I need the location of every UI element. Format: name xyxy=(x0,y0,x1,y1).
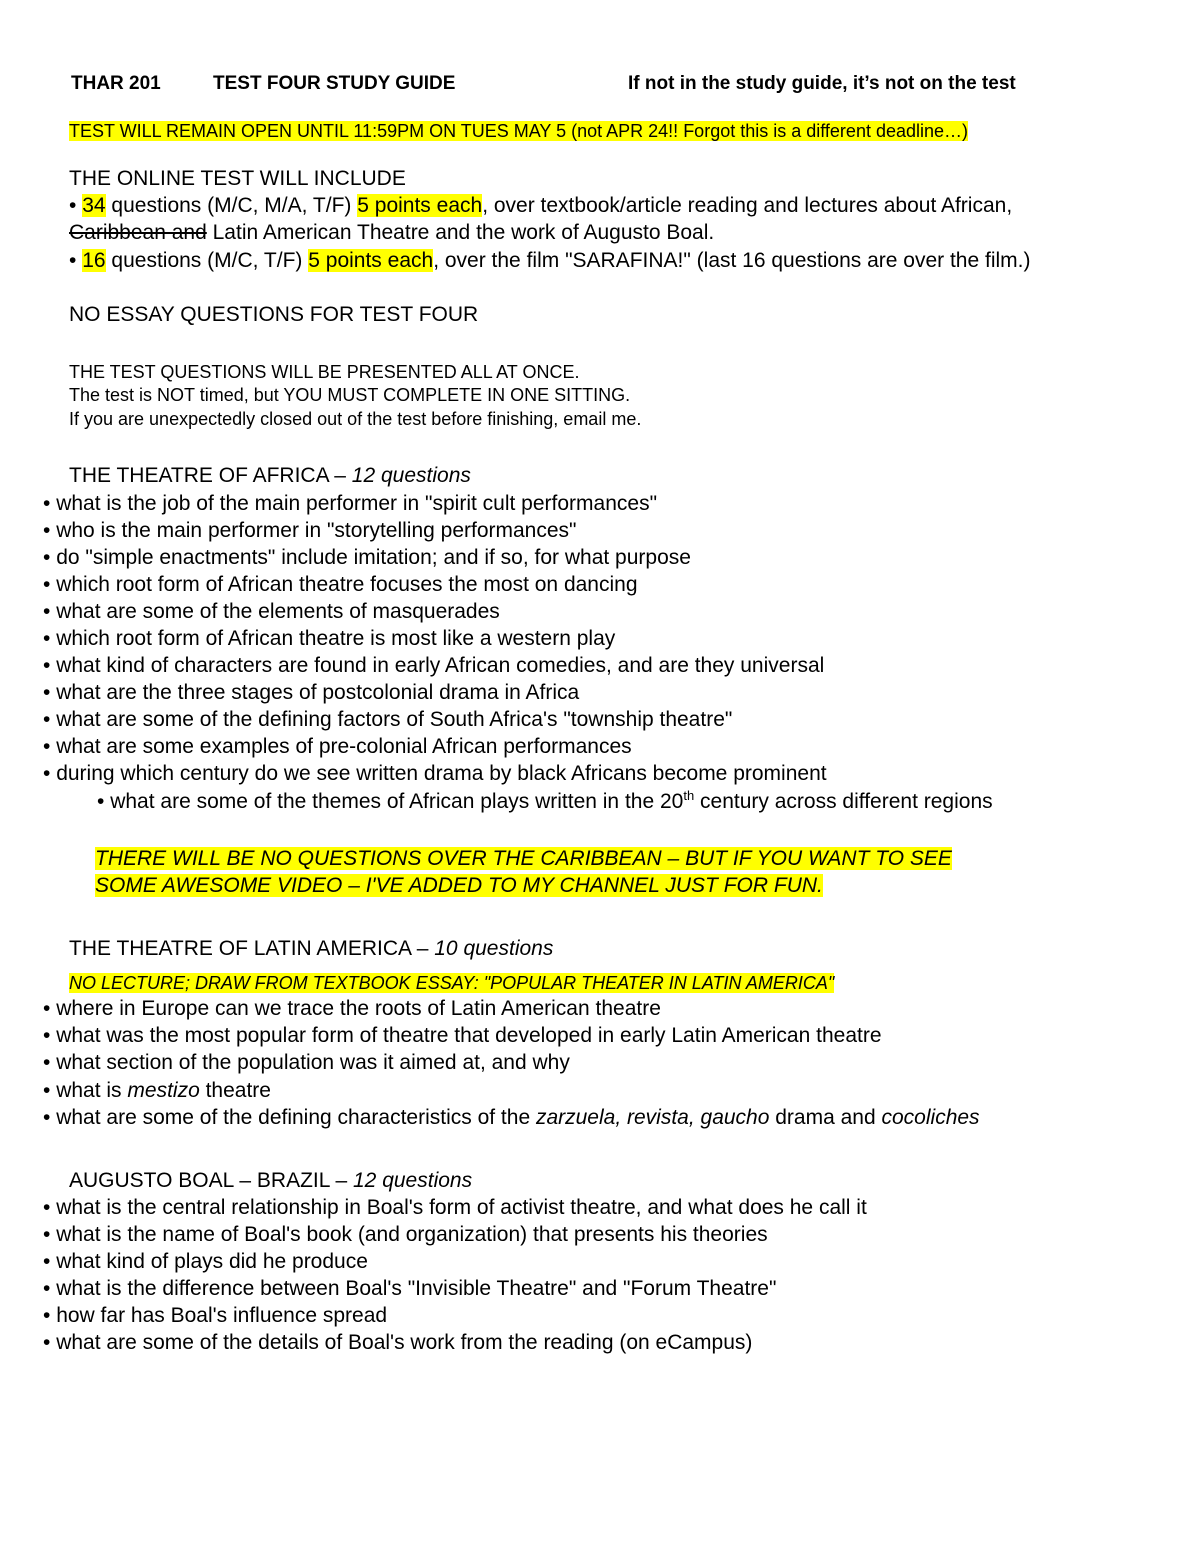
bullet: • xyxy=(43,997,51,1020)
bullet: • xyxy=(43,735,51,758)
bullet: • xyxy=(43,681,51,704)
bullet: • xyxy=(43,1196,51,1219)
list-item: • what is the difference between Boal's "Invisible Theatre" and "Forum Theatre" xyxy=(43,1277,777,1300)
question-count: 10 questions xyxy=(434,937,554,960)
caribbean-note-line-1: THERE WILL BE NO QUESTIONS OVER THE CARIBBEAN – BUT IF YOU WANT TO SEE xyxy=(95,847,952,870)
question-count: 16 xyxy=(82,249,106,272)
bullet: • xyxy=(43,1079,51,1102)
list-item: • how far has Boal's influence spread xyxy=(43,1304,388,1327)
bullet: • xyxy=(43,627,51,650)
bullet: • xyxy=(43,1051,51,1074)
list-item: • what section of the population was it aimed at, and why xyxy=(43,1051,570,1074)
item-description: Latin American Theatre and the work of Augusto Boal. xyxy=(212,221,715,244)
bullet: • xyxy=(43,1024,51,1047)
header-note: If not in the study guide, it’s not on the test xyxy=(628,73,1016,94)
deadline-highlight: TEST WILL REMAIN OPEN UNTIL 11:59PM ON TUES MAY 5 (not APR 24!! Forgot this is a different deadline…) xyxy=(69,121,969,141)
question-count: 12 questions xyxy=(351,464,471,487)
list-item: • what kind of plays did he produce xyxy=(43,1250,368,1273)
bullet: • xyxy=(43,708,51,731)
document-title: TEST FOUR STUDY GUIDE xyxy=(213,73,456,94)
question-types: questions (M/C, M/A, T/F) xyxy=(111,194,352,217)
bullet: • xyxy=(43,762,51,785)
bullet: • xyxy=(43,492,51,515)
bullet: • xyxy=(43,1250,51,1273)
list-item: • what are some of the elements of masquerades xyxy=(43,600,500,623)
list-item: • what are some of the details of Boal's work from the reading (on eCampus) xyxy=(43,1331,753,1354)
list-item: • what was the most popular form of theatre that developed in early Latin American theatre xyxy=(43,1024,882,1047)
test-item-2 xyxy=(69,248,1030,274)
course-code: THAR 201 xyxy=(71,73,161,94)
bullet: • xyxy=(69,194,77,217)
list-item: • do "simple enactments" include imitation; and if so, for what purpose xyxy=(43,546,691,569)
struck-text: Caribbean and xyxy=(69,221,207,244)
list-item: • what is the name of Boal's book (and organization) that presents his theories xyxy=(43,1223,768,1246)
list-item: • during which century do we see written drama by black Africans become prominent xyxy=(43,762,827,785)
list-item: • which root form of African theatre focuses the most on dancing xyxy=(43,573,638,596)
bullet: • xyxy=(43,546,51,569)
test-item-1-continued xyxy=(69,220,714,246)
test-item-1 xyxy=(69,193,1012,219)
section-title-latin-america: THE THEATRE OF LATIN AMERICA – 10 questions xyxy=(69,937,554,960)
list-item: • what kind of characters are found in early African comedies, and are they universal xyxy=(43,654,825,677)
bullet: • xyxy=(43,1106,51,1129)
list-item: • which root form of African theatre is most like a western play xyxy=(43,627,616,650)
bullet: • xyxy=(43,600,51,623)
online-test-heading: THE ONLINE TEST WILL INCLUDE xyxy=(69,167,406,190)
bullet: • xyxy=(43,573,51,596)
list-item: • what is the central relationship in Boal's form of activist theatre, and what does he call it xyxy=(43,1196,867,1219)
bullet: • xyxy=(69,249,77,272)
bullet: • xyxy=(43,654,51,677)
list-item: • who is the main performer in "storytelling performances" xyxy=(43,519,577,542)
points-each: 5 points each xyxy=(308,249,434,272)
list-item: • what is the job of the main performer in "spirit cult performances" xyxy=(43,492,658,515)
presentation-line-3: If you are unexpectedly closed out of the test before finishing, email me. xyxy=(69,409,642,429)
caribbean-note-line-2: SOME AWESOME VIDEO – I'VE ADDED TO MY CHANNEL JUST FOR FUN. xyxy=(95,874,823,897)
item-description: , over the film "SARAFINA!" (last 16 questions are over the film.) xyxy=(433,249,1031,272)
question-count: 12 questions xyxy=(353,1169,473,1192)
presentation-line-2: The test is NOT timed, but YOU MUST COMPLETE IN ONE SITTING. xyxy=(69,385,631,405)
presentation-line-1: THE TEST QUESTIONS WILL BE PRESENTED ALL AT ONCE. xyxy=(69,362,580,382)
item-description: , over textbook/article reading and lectures about African, xyxy=(482,194,1013,217)
bullet: • xyxy=(43,1223,51,1246)
bullet: • xyxy=(97,790,105,813)
section-title-africa: THE THEATRE OF AFRICA – 12 questions xyxy=(69,464,471,487)
section-title-boal: AUGUSTO BOAL – BRAZIL – 12 questions xyxy=(69,1169,473,1192)
question-count: 34 xyxy=(82,194,106,217)
list-item: • what is mestizo theatre xyxy=(43,1079,271,1102)
bullet: • xyxy=(43,1304,51,1327)
list-item: • what are some of the defining factors of South Africa's "township theatre" xyxy=(43,708,733,731)
list-item: • where in Europe can we trace the roots of Latin American theatre xyxy=(43,997,661,1020)
deadline-notice xyxy=(69,120,968,142)
bullet: • xyxy=(43,1277,51,1300)
question-types: questions (M/C, T/F) xyxy=(111,249,303,272)
points-each: 5 points each xyxy=(357,194,483,217)
sub-list-item: • what are some of the themes of African plays written in the 20th century across different regions xyxy=(97,788,993,813)
no-essay-note: NO ESSAY QUESTIONS FOR TEST FOUR xyxy=(69,303,479,326)
list-item: • what are some examples of pre-colonial African performances xyxy=(43,735,632,758)
latin-america-note: NO LECTURE; DRAW FROM TEXTBOOK ESSAY: "POPULAR THEATER IN LATIN AMERICA" xyxy=(69,973,835,993)
bullet: • xyxy=(43,519,51,542)
bullet: • xyxy=(43,1331,51,1354)
list-item: • what are the three stages of postcolonial drama in Africa xyxy=(43,681,580,704)
list-item: • what are some of the defining characteristics of the zarzuela, revista, gaucho drama and cocoliches xyxy=(43,1106,980,1129)
